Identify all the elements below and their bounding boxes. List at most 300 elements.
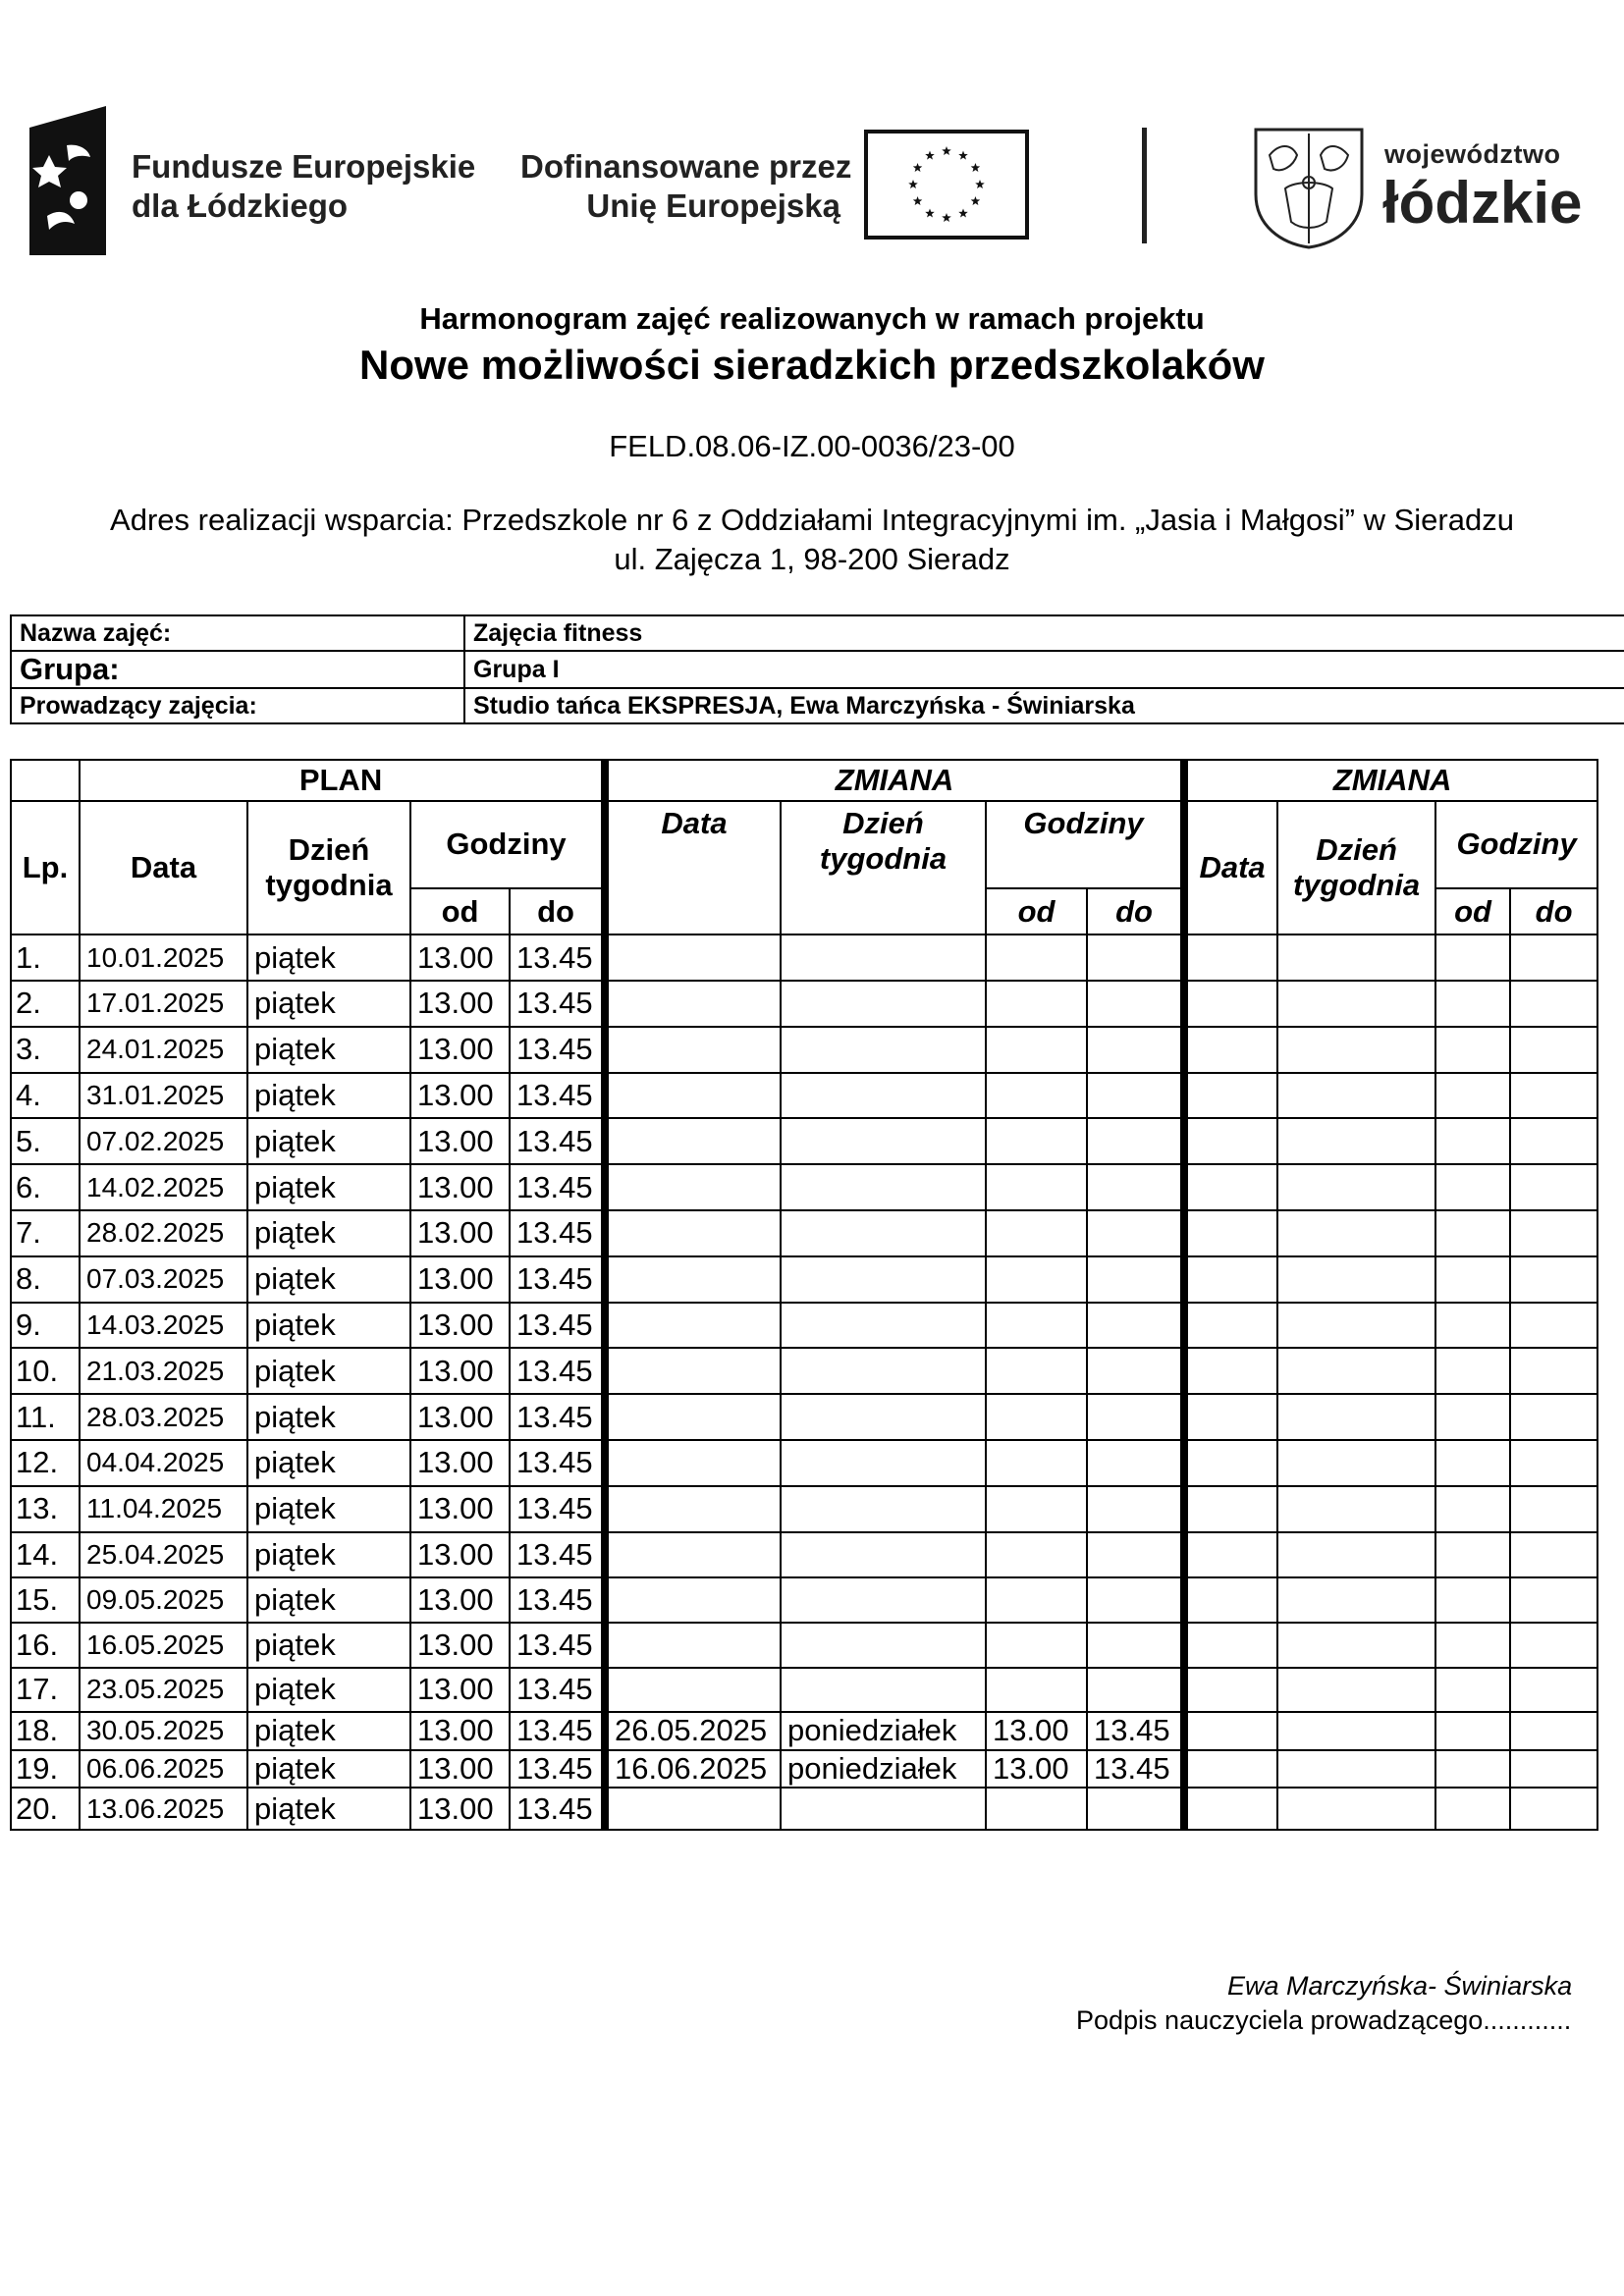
plan-date-cell: 14.02.2025	[80, 1164, 247, 1210]
plan-to-cell: 13.45	[510, 1750, 605, 1789]
plan-hours-header: Godziny	[410, 801, 605, 889]
change1-to-cell: 13.45	[1087, 1750, 1184, 1789]
change2-date-cell	[1184, 1073, 1277, 1119]
change1-day-cell	[781, 1788, 986, 1830]
plan-day-cell: piątek	[247, 1348, 410, 1394]
row-number-cell: 6.	[11, 1164, 80, 1210]
change1-date-cell	[605, 1256, 781, 1303]
plan-date-cell: 30.05.2025	[80, 1712, 247, 1750]
change2-date-cell	[1184, 981, 1277, 1027]
change2-to-cell	[1510, 1210, 1597, 1256]
table-row	[11, 1027, 1597, 1073]
change1-to-cell	[1087, 981, 1184, 1027]
table-row	[11, 1750, 1597, 1789]
change2-day-cell	[1277, 1348, 1435, 1394]
change1-day-cell	[781, 981, 986, 1027]
change1-day-cell	[781, 1256, 986, 1303]
change1-from-cell	[986, 1577, 1087, 1623]
leader-label: Prowadzący zajęcia:	[11, 688, 464, 723]
plan-from-cell: 13.00	[410, 1256, 510, 1303]
change1-date-cell	[605, 934, 781, 981]
change2-to-cell	[1510, 1623, 1597, 1668]
change1-date-cell	[605, 1577, 781, 1623]
change1-to-cell	[1087, 1210, 1184, 1256]
change2-from-cell	[1435, 1118, 1510, 1164]
plan-date-cell: 21.03.2025	[80, 1348, 247, 1394]
plan-to-cell: 13.45	[510, 1164, 605, 1210]
change1-hours-header: Godziny	[986, 801, 1184, 889]
change2-day-cell	[1277, 1210, 1435, 1256]
change1-to-cell	[1087, 1164, 1184, 1210]
info-row-leader	[11, 688, 1624, 723]
plan-date-cell: 13.06.2025	[80, 1788, 247, 1830]
info-row-group	[11, 651, 1624, 688]
plan-to-cell: 13.45	[510, 1210, 605, 1256]
change2-from-cell	[1435, 1164, 1510, 1210]
row-number-cell: 12.	[11, 1440, 80, 1486]
class-name-value: Zajęcia fitness	[464, 615, 1624, 651]
change2-day-cell	[1277, 1532, 1435, 1578]
change2-day-cell	[1277, 1164, 1435, 1210]
change1-day-cell	[781, 1440, 986, 1486]
table-row	[11, 1440, 1597, 1486]
change2-date-cell	[1184, 1623, 1277, 1668]
eu-star-icon	[908, 180, 918, 188]
change1-date-cell	[605, 1623, 781, 1668]
change1-date-cell	[605, 1027, 781, 1073]
change1-from-cell	[986, 1668, 1087, 1712]
change1-date-cell	[605, 1303, 781, 1349]
plan-from-cell: 13.00	[410, 1486, 510, 1532]
plan-day-cell: piątek	[247, 1164, 410, 1210]
plan-from-cell: 13.00	[410, 1750, 510, 1789]
row-number-cell: 18.	[11, 1712, 80, 1750]
plan-day-cell: piątek	[247, 934, 410, 981]
change2-to-cell	[1510, 1750, 1597, 1789]
eu-star-icon	[942, 146, 951, 155]
change2-to-cell	[1510, 1788, 1597, 1830]
plan-day-header-line1: Dzień	[288, 831, 370, 867]
change1-from-cell	[986, 981, 1087, 1027]
change2-from-cell	[1435, 1623, 1510, 1668]
change2-to-header: do	[1510, 888, 1597, 934]
change1-date-cell	[605, 1668, 781, 1712]
row-number-cell: 5.	[11, 1118, 80, 1164]
change2-from-cell	[1435, 1256, 1510, 1303]
address-line-1: Adres realizacji wsparcia: Przedszkole nr 6 z Oddziałami Integracyjnymi im. „Jasia i Małgosi” w Sieradzu	[110, 503, 1514, 537]
change1-from-cell	[986, 1256, 1087, 1303]
change2-from-cell	[1435, 1394, 1510, 1440]
plan-to-cell: 13.45	[510, 1118, 605, 1164]
row-number-cell: 10.	[11, 1348, 80, 1394]
change2-to-cell	[1510, 1577, 1597, 1623]
plan-date-header: Data	[80, 801, 247, 934]
change2-day-cell	[1277, 1073, 1435, 1119]
change2-date-cell	[1184, 1118, 1277, 1164]
change1-to-cell	[1087, 1532, 1184, 1578]
table-row	[11, 1118, 1597, 1164]
class-name-label: Nazwa zajęć:	[11, 615, 464, 651]
plan-date-cell: 09.05.2025	[80, 1577, 247, 1623]
plan-date-cell: 23.05.2025	[80, 1668, 247, 1712]
plan-date-cell: 10.01.2025	[80, 934, 247, 981]
fe-logo-text	[132, 147, 475, 226]
change2-hours-header: Godziny	[1435, 801, 1597, 889]
plan-date-cell: 07.02.2025	[80, 1118, 247, 1164]
table-row	[11, 934, 1597, 981]
change2-to-cell	[1510, 1440, 1597, 1486]
change2-date-cell	[1184, 1210, 1277, 1256]
table-row	[11, 1712, 1597, 1750]
change1-day-cell	[781, 1668, 986, 1712]
plan-day-cell: piątek	[247, 1027, 410, 1073]
row-number-cell: 20.	[11, 1788, 80, 1830]
change1-from-cell	[986, 1027, 1087, 1073]
lodzkie-coat-of-arms-icon	[1252, 126, 1366, 249]
change1-to-cell	[1087, 1073, 1184, 1119]
change1-from-cell	[986, 934, 1087, 981]
change1-from-cell	[986, 1486, 1087, 1532]
change2-to-cell	[1510, 1073, 1597, 1119]
change2-date-cell	[1184, 1750, 1277, 1789]
eu-star-icon	[913, 163, 923, 172]
lp-header: Lp.	[11, 801, 80, 934]
change2-from-cell	[1435, 1788, 1510, 1830]
change2-date-cell	[1184, 1394, 1277, 1440]
schedule-table	[10, 759, 1598, 1831]
plan-day-cell: piątek	[247, 1118, 410, 1164]
change2-date-cell	[1184, 1668, 1277, 1712]
change2-date-cell	[1184, 1532, 1277, 1578]
table-row	[11, 1210, 1597, 1256]
row-number-cell: 8.	[11, 1256, 80, 1303]
row-number-cell: 9.	[11, 1303, 80, 1349]
change2-from-cell	[1435, 1486, 1510, 1532]
plan-day-cell: piątek	[247, 1256, 410, 1303]
plan-to-cell: 13.45	[510, 1256, 605, 1303]
project-code: FELD.08.06-IZ.00-0036/23-00	[609, 429, 1015, 463]
change1-to-cell	[1087, 1118, 1184, 1164]
plan-day-cell: piątek	[247, 1440, 410, 1486]
row-number-cell: 2.	[11, 981, 80, 1027]
plan-date-cell: 28.03.2025	[80, 1394, 247, 1440]
plan-day-cell: piątek	[247, 1668, 410, 1712]
row-number-cell: 15.	[11, 1577, 80, 1623]
change1-from-cell	[986, 1210, 1087, 1256]
change1-to-cell	[1087, 1486, 1184, 1532]
class-info-table	[10, 614, 1624, 724]
eu-funding-line2: Unię Europejską	[586, 187, 840, 224]
change2-from-cell	[1435, 1577, 1510, 1623]
region-logo-small-text: województwo	[1384, 139, 1561, 169]
plan-to-cell: 13.45	[510, 934, 605, 981]
change2-day-cell	[1277, 1623, 1435, 1668]
change1-to-cell	[1087, 1788, 1184, 1830]
signature-name: Ewa Marczyńska- Świniarska	[1227, 1971, 1573, 2001]
table-row	[11, 1073, 1597, 1119]
change1-day-cell	[781, 1073, 986, 1119]
change2-from-cell	[1435, 1303, 1510, 1349]
table-row	[11, 1788, 1597, 1830]
change1-to-cell	[1087, 1668, 1184, 1712]
change1-from-cell	[986, 1394, 1087, 1440]
change2-from-cell	[1435, 1027, 1510, 1073]
plan-date-cell: 17.01.2025	[80, 981, 247, 1027]
plan-to-cell: 13.45	[510, 1712, 605, 1750]
plan-day-cell: piątek	[247, 1210, 410, 1256]
change1-date-cell	[605, 1164, 781, 1210]
change1-day-cell	[781, 1532, 986, 1578]
eu-star-icon	[971, 163, 981, 172]
change1-day-cell	[781, 1394, 986, 1440]
plan-to-cell: 13.45	[510, 1532, 605, 1578]
change2-date-cell	[1184, 1486, 1277, 1532]
table-row	[11, 1256, 1597, 1303]
change1-to-cell	[1087, 1256, 1184, 1303]
plan-day-cell: piątek	[247, 981, 410, 1027]
change2-from-cell	[1435, 981, 1510, 1027]
change1-to-cell	[1087, 1027, 1184, 1073]
change1-from-cell	[986, 1348, 1087, 1394]
change2-date-cell	[1184, 1577, 1277, 1623]
change2-to-cell	[1510, 1303, 1597, 1349]
change1-to-cell: 13.45	[1087, 1712, 1184, 1750]
change1-day-cell	[781, 1210, 986, 1256]
change2-day-cell	[1277, 1440, 1435, 1486]
change2-day-header-line2: tygodnia	[1292, 867, 1421, 902]
plan-date-cell: 06.06.2025	[80, 1750, 247, 1789]
change1-to-header: do	[1087, 888, 1184, 934]
plan-day-cell: piątek	[247, 1750, 410, 1789]
change1-day-header-line2: tygodnia	[819, 840, 947, 876]
document-title: Nowe możliwości sieradzkich przedszkolaków	[359, 342, 1265, 388]
change1-day-cell	[781, 1164, 986, 1210]
change2-day-cell	[1277, 934, 1435, 981]
change1-from-cell	[986, 1788, 1087, 1830]
table-row	[11, 1668, 1597, 1712]
plan-from-header: od	[410, 888, 510, 934]
plan-date-cell: 04.04.2025	[80, 1440, 247, 1486]
change2-from-cell	[1435, 1440, 1510, 1486]
change2-date-cell	[1184, 1788, 1277, 1830]
change1-day-cell: poniedziałek	[781, 1712, 986, 1750]
table-row	[11, 1348, 1597, 1394]
plan-date-cell: 11.04.2025	[80, 1486, 247, 1532]
plan-from-cell: 13.00	[410, 1210, 510, 1256]
change1-date-cell	[605, 1532, 781, 1578]
plan-to-cell: 13.45	[510, 1668, 605, 1712]
change2-to-cell	[1510, 1668, 1597, 1712]
change1-to-cell	[1087, 1623, 1184, 1668]
change1-from-cell	[986, 1303, 1087, 1349]
change2-from-cell	[1435, 1712, 1510, 1750]
change2-day-cell	[1277, 1256, 1435, 1303]
header-row-columns	[11, 801, 1597, 889]
change2-to-cell	[1510, 934, 1597, 981]
change1-to-cell	[1087, 1394, 1184, 1440]
change1-date-cell	[605, 1210, 781, 1256]
plan-day-cell: piątek	[247, 1712, 410, 1750]
plan-date-cell: 31.01.2025	[80, 1073, 247, 1119]
change1-from-cell: 13.00	[986, 1750, 1087, 1789]
table-row	[11, 1486, 1597, 1532]
change1-day-cell	[781, 1486, 986, 1532]
change1-day-cell	[781, 1623, 986, 1668]
change1-day-cell	[781, 1348, 986, 1394]
change2-from-cell	[1435, 1348, 1510, 1394]
row-number-cell: 13.	[11, 1486, 80, 1532]
eu-funding-line1: Dofinansowane przez	[520, 148, 852, 185]
change2-day-cell	[1277, 1750, 1435, 1789]
plan-day-cell: piątek	[247, 1073, 410, 1119]
change1-date-cell: 16.06.2025	[605, 1750, 781, 1789]
plan-date-cell: 28.02.2025	[80, 1210, 247, 1256]
plan-day-cell: piątek	[247, 1394, 410, 1440]
plan-date-cell: 07.03.2025	[80, 1256, 247, 1303]
plan-date-cell: 16.05.2025	[80, 1623, 247, 1668]
change2-day-cell	[1277, 1118, 1435, 1164]
change1-date-header: Data	[605, 801, 781, 934]
plan-day-header	[247, 801, 410, 934]
change2-from-cell	[1435, 1210, 1510, 1256]
plan-from-cell: 13.00	[410, 1668, 510, 1712]
plan-to-header: do	[510, 888, 605, 934]
change1-from-header: od	[986, 888, 1087, 934]
schedule-body	[11, 934, 1597, 1830]
plan-to-cell: 13.45	[510, 1073, 605, 1119]
change1-date-cell	[605, 1440, 781, 1486]
row-number-cell: 11.	[11, 1394, 80, 1440]
plan-from-cell: 13.00	[410, 1348, 510, 1394]
eu-star-icon	[925, 208, 935, 217]
eu-star-icon	[925, 151, 935, 160]
change1-date-cell	[605, 1788, 781, 1830]
plan-day-cell: piątek	[247, 1788, 410, 1830]
info-row-name	[11, 615, 1624, 651]
change2-to-cell	[1510, 1486, 1597, 1532]
change1-date-cell	[605, 1118, 781, 1164]
plan-from-cell: 13.00	[410, 1712, 510, 1750]
eu-funding-text	[520, 147, 852, 226]
eu-star-icon	[958, 151, 968, 160]
change2-to-cell	[1510, 1118, 1597, 1164]
change2-date-cell	[1184, 1027, 1277, 1073]
change1-from-cell	[986, 1623, 1087, 1668]
change2-day-cell	[1277, 1394, 1435, 1440]
change1-from-cell	[986, 1440, 1087, 1486]
region-logo-big-text: łódzkie	[1382, 170, 1583, 236]
table-row	[11, 1577, 1597, 1623]
header-row-groups	[11, 760, 1597, 801]
plan-from-cell: 13.00	[410, 1073, 510, 1119]
table-row	[11, 1164, 1597, 1210]
change2-date-cell	[1184, 1256, 1277, 1303]
change1-day-header-line1: Dzień	[842, 805, 924, 840]
change2-day-header-line1: Dzień	[1316, 831, 1397, 867]
address-line-2: ul. Zajęcza 1, 98-200 Sieradz	[614, 542, 1010, 576]
header-blank-cell	[11, 760, 80, 801]
eu-star-icon	[913, 196, 923, 205]
change1-from-cell	[986, 1532, 1087, 1578]
plan-from-cell: 13.00	[410, 1027, 510, 1073]
change1-day-cell	[781, 1303, 986, 1349]
change1-to-cell	[1087, 1440, 1184, 1486]
change1-day-cell	[781, 934, 986, 981]
change1-to-cell	[1087, 934, 1184, 981]
plan-to-cell: 13.45	[510, 1440, 605, 1486]
plan-to-cell: 13.45	[510, 981, 605, 1027]
change1-day-header	[781, 801, 986, 934]
table-row	[11, 981, 1597, 1027]
change2-from-header: od	[1435, 888, 1510, 934]
change1-date-cell	[605, 1394, 781, 1440]
plan-from-cell: 13.00	[410, 1164, 510, 1210]
change1-date-cell	[605, 1348, 781, 1394]
change2-to-cell	[1510, 981, 1597, 1027]
fe-logo-line1: Fundusze Europejskie	[132, 148, 476, 185]
plan-to-cell: 13.45	[510, 1027, 605, 1073]
change1-day-cell: poniedziałek	[781, 1750, 986, 1789]
plan-header: PLAN	[80, 760, 605, 801]
plan-to-cell: 13.45	[510, 1577, 605, 1623]
group-label: Grupa:	[11, 651, 464, 688]
change2-from-cell	[1435, 1750, 1510, 1789]
plan-day-cell: piątek	[247, 1486, 410, 1532]
change2-day-cell	[1277, 981, 1435, 1027]
change2-day-header	[1277, 801, 1435, 934]
eu-star-icon	[958, 208, 968, 217]
fe-logo-line2: dla Łódzkiego	[132, 187, 349, 224]
plan-from-cell: 13.00	[410, 1532, 510, 1578]
row-number-cell: 3.	[11, 1027, 80, 1073]
change1-from-cell	[986, 1073, 1087, 1119]
change1-day-cell	[781, 1118, 986, 1164]
eu-star-icon	[975, 180, 985, 188]
table-row	[11, 1532, 1597, 1578]
row-number-cell: 14.	[11, 1532, 80, 1578]
row-number-cell: 16.	[11, 1623, 80, 1668]
document-subtitle: Harmonogram zajęć realizowanych w ramach projektu	[419, 301, 1205, 336]
leader-value: Studio tańca EKSPRESJA, Ewa Marczyńska - Świniarska	[464, 688, 1624, 723]
plan-to-cell: 13.45	[510, 1486, 605, 1532]
plan-from-cell: 13.00	[410, 1303, 510, 1349]
change1-date-cell: 26.05.2025	[605, 1712, 781, 1750]
plan-from-cell: 13.00	[410, 934, 510, 981]
plan-day-cell: piątek	[247, 1532, 410, 1578]
change2-to-cell	[1510, 1256, 1597, 1303]
eu-star-icon	[942, 213, 951, 222]
change2-day-cell	[1277, 1303, 1435, 1349]
plan-day-cell: piątek	[247, 1623, 410, 1668]
change2-date-cell	[1184, 1348, 1277, 1394]
plan-from-cell: 13.00	[410, 1577, 510, 1623]
change2-date-cell	[1184, 934, 1277, 981]
signature-caption: Podpis nauczyciela prowadzącego............	[1076, 2005, 1572, 2035]
change2-from-cell	[1435, 1532, 1510, 1578]
change1-date-cell	[605, 981, 781, 1027]
row-number-cell: 7.	[11, 1210, 80, 1256]
change2-from-cell	[1435, 934, 1510, 981]
change2-date-cell	[1184, 1164, 1277, 1210]
change1-date-cell	[605, 1486, 781, 1532]
plan-from-cell: 13.00	[410, 1118, 510, 1164]
eu-star-icon	[971, 196, 981, 205]
plan-to-cell: 13.45	[510, 1348, 605, 1394]
row-number-cell: 17.	[11, 1668, 80, 1712]
plan-date-cell: 24.01.2025	[80, 1027, 247, 1073]
plan-from-cell: 13.00	[410, 1788, 510, 1830]
plan-from-cell: 13.00	[410, 1623, 510, 1668]
